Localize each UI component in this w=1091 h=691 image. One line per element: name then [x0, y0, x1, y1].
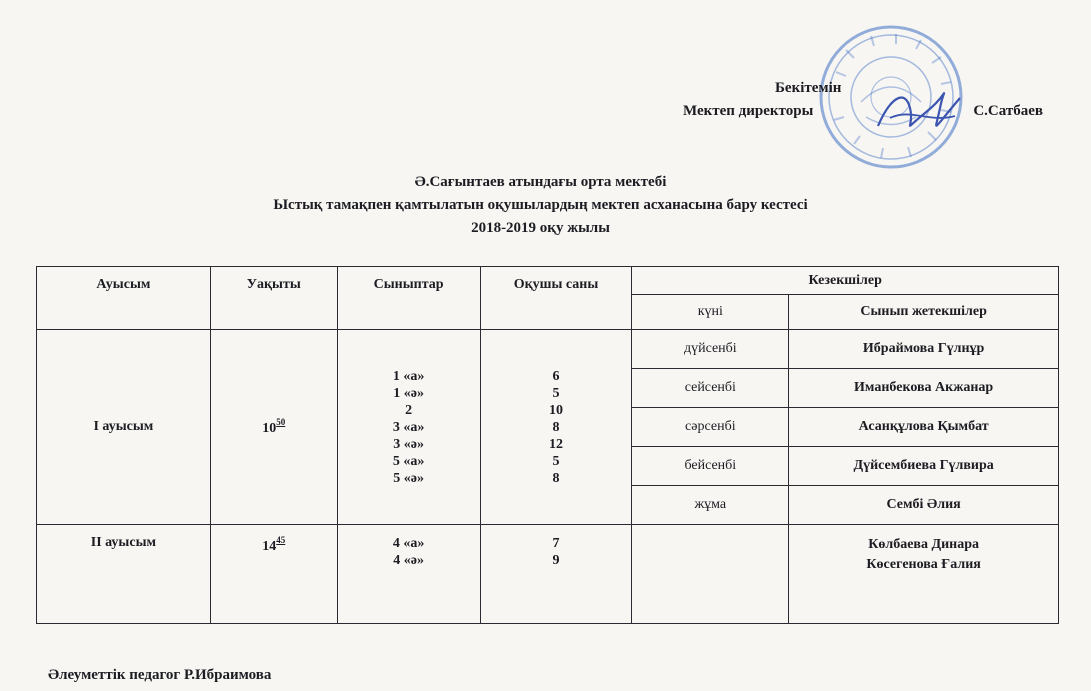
shift2-time-min: 45 — [276, 535, 286, 545]
student-count: 5 — [552, 385, 560, 401]
student-count: 8 — [552, 470, 560, 486]
shift1-name: I ауысым — [37, 330, 211, 525]
shift1-classes — [337, 330, 480, 525]
header-shift: Ауысым — [37, 267, 211, 330]
class-item: 4 «а» — [392, 536, 425, 551]
duty-day: сәрсенбі — [632, 408, 789, 447]
class-item: 4 «ә» — [393, 553, 424, 568]
class-item: 5 «а» — [392, 453, 425, 469]
shift1-students — [480, 330, 632, 525]
schedule-table — [36, 266, 1059, 624]
academic-year: 2018-2019 оқу жылы — [471, 220, 610, 236]
table-row — [37, 330, 1059, 369]
class-item: 5 «ә» — [393, 470, 424, 486]
header-time: Уақыты — [210, 267, 337, 330]
schedule-title: Ыстық тамақпен қамтылатын оқушылардың мектеп асханасына бару кестесі — [273, 197, 808, 213]
duty-day: бейсенбі — [632, 447, 789, 486]
director-name: С.Сатбаев — [973, 103, 1043, 119]
shift2-students — [480, 525, 632, 624]
shift1-time-min: 50 — [276, 417, 286, 427]
duty-teacher: Көсегенова Ғалия — [866, 557, 981, 572]
class-item: 1 «ә» — [393, 385, 424, 401]
duty-teacher: Сембі Әлия — [789, 486, 1059, 525]
class-item: 3 «ә» — [393, 436, 424, 452]
director-label: Мектеп директоры — [683, 103, 814, 119]
shift1-time — [210, 330, 337, 525]
approval-block — [683, 80, 1043, 140]
duty-teacher: Иманбекова Акжанар — [789, 369, 1059, 408]
student-count: 7 — [552, 536, 560, 551]
header-students: Оқушы саны — [480, 267, 632, 330]
duty-teacher: Дүйсембиева Гүлвира — [789, 447, 1059, 486]
header-day: күні — [632, 295, 789, 330]
shift2-time — [210, 525, 337, 624]
duty-day: дүйсенбі — [632, 330, 789, 369]
student-count: 6 — [552, 368, 560, 384]
duty-teacher: Көлбаева Динара — [868, 537, 980, 552]
duty-teacher: Ибраймова Гүлнұр — [789, 330, 1059, 369]
shift2-name: II ауысым — [37, 525, 211, 624]
duty-teacher: Асанқұлова Қымбат — [789, 408, 1059, 447]
duty-day: сейсенбі — [632, 369, 789, 408]
student-count: 8 — [552, 419, 560, 435]
student-count: 10 — [548, 402, 563, 418]
footer-signatory: Әлеуметтік педагог Р.Ибраимова — [48, 667, 272, 683]
duty-day: жұма — [632, 486, 789, 525]
shift1-time-hour: 10 — [262, 421, 277, 436]
class-item: 2 — [405, 402, 413, 418]
student-count: 5 — [552, 453, 560, 469]
class-item: 1 «а» — [392, 368, 425, 384]
header-teachers: Сынып жетекшілер — [789, 295, 1059, 330]
header-duty: Кезекшілер — [632, 267, 1059, 295]
shift2-day — [632, 525, 789, 624]
shift2-time-hour: 14 — [262, 539, 277, 554]
school-title: Ә.Сағынтаев атындағы орта мектебі — [414, 174, 667, 190]
student-count: 9 — [552, 553, 560, 568]
header-classes: Сыныптар — [337, 267, 480, 330]
table-header-row — [37, 267, 1059, 295]
shift2-teachers — [789, 525, 1059, 624]
approve-label: Бекітемін — [775, 80, 842, 96]
document-titles — [0, 171, 1091, 240]
student-count: 12 — [548, 436, 563, 452]
shift2-classes — [337, 525, 480, 624]
class-item: 3 «а» — [392, 419, 425, 435]
table-row — [37, 525, 1059, 624]
